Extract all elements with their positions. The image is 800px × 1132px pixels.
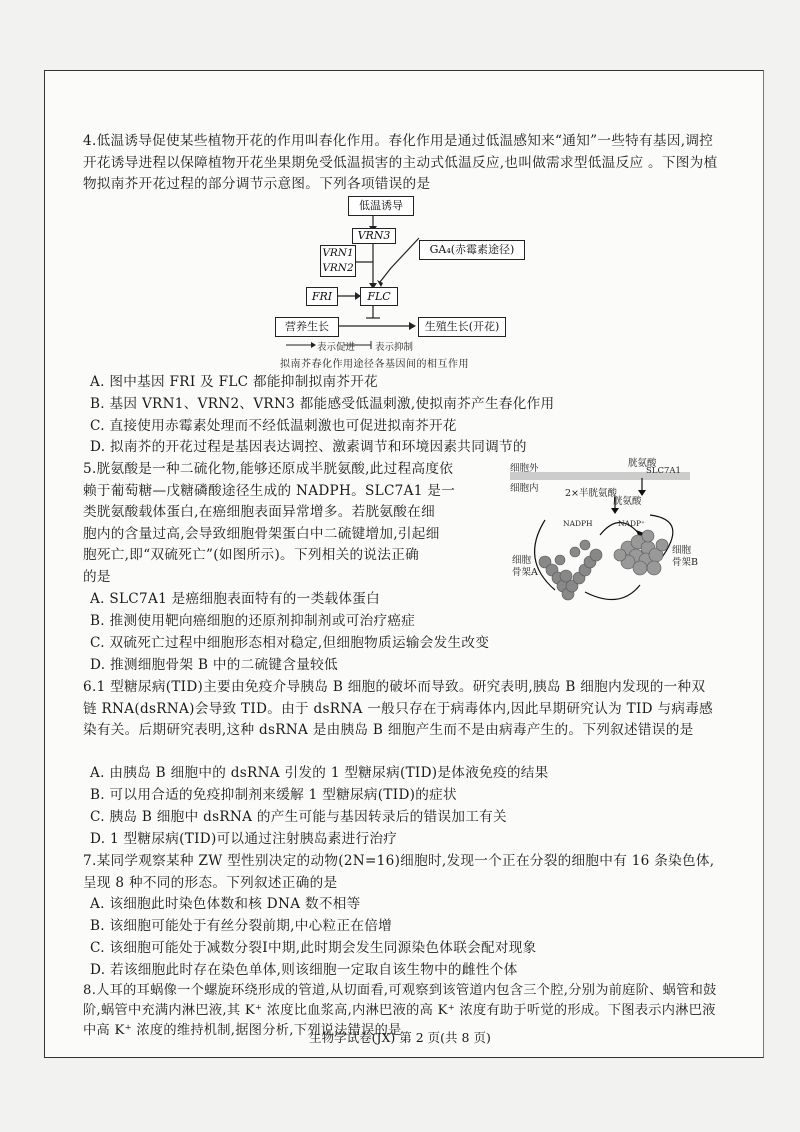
skeleton-a-label: [512, 555, 538, 579]
diagram-caption: 拟南芥春化作用途径各基因间的相互作用: [280, 359, 469, 370]
q4-option-b: B. 基因 VRN1、VRN2、VRN3 都能感受低温刺激,使拟南芥产生春化作用: [90, 396, 555, 412]
skeleton-b-label: [672, 545, 698, 569]
skeleton-b-label-line: 骨架B: [672, 557, 698, 568]
q5-option-a: A. SLC7A1 是癌细胞表面特有的一类载体蛋白: [90, 591, 381, 607]
q5-option-d: D. 推测细胞骨架 B 中的二硫键含量较低: [90, 657, 338, 673]
q6-stem: 6.1 型糖尿病(TID)主要由免疫介导胰岛 B 细胞的破坏而导致。研究表明,胰岛 B 细胞内发现的一种双链 RNA(dsRNA)会导致 TID。由于 dsRNA 一般只存在于病毒体内,因此早期研究认为 TID 与病毒感染有关。后期研究表明,这种 dsRNA 是由胰岛 B 细胞产生而不是由病毒产生的。下列叙述错误的是: [83, 679, 714, 739]
vegetative-box: 营养生长: [275, 317, 339, 337]
q8-stem: 8.人耳的耳蜗像一个螺旋环绕形成的管道,从切面看,可观察到该管道内包含三个腔,分别为前庭阶、蜗管和鼓阶,蜗管中充满内淋巴液,其 K⁺ 浓度比血浆高,内淋巴液的高 K⁺ 浓度有助于听觉的形成。下图表示内淋巴液中高 K⁺ 浓度的维持机制,据图分析,下列说法错误的是: [83, 983, 717, 1038]
legend-inhibit: 表示抑制: [375, 342, 414, 353]
q7-option-a: A. 该细胞此时染色体数和核 DNA 数不相等: [90, 896, 361, 912]
inside-label: 细胞内: [510, 483, 539, 494]
q4-option-c: C. 直接使用赤霉素处理而不经低温刺激也可促进拟南芥开花: [90, 418, 457, 434]
q4-option-d: D. 拟南芥的开花过程是基因表达调控、激素调节和环境因素共同调节的: [90, 439, 527, 455]
q7-option-b: B. 该细胞可能处于有丝分裂前期,中心粒正在倍增: [90, 918, 393, 934]
q5-option-c: C. 双硫死亡过程中细胞形态相对稳定,但细胞物质运输会发生改变: [90, 635, 490, 651]
q6-option-c: C. 胰岛 B 细胞中 dsRNA 的产生可能与基因转录后的错误加工有关: [90, 809, 507, 825]
q6-option-b: B. 可以用合适的免疫抑制剂来缓解 1 型糖尿病(TID)的症状: [90, 787, 457, 803]
half-cystine-label: 2×半胱氨酸: [565, 488, 618, 499]
q5-stem-line: 的是: [83, 568, 111, 585]
cystine-in-label: 胱氨酸: [613, 496, 642, 507]
fri-box: FRI: [306, 287, 338, 306]
nadp-label: NADP⁺: [618, 519, 645, 528]
skeleton-a-label-line: 细胞: [512, 555, 532, 566]
cystine-out-label: 胱氨酸: [628, 458, 657, 469]
ga-box: GA₄(赤霉素途径): [419, 240, 525, 260]
q4-stem: 4.低温诱导促使某些植物开花的作用叫春化作用。春化作用是通过低温感知来“通知”一些特有基因,调控开花诱导进程以保障植物开花坐果期免受低温损害的主动式低温反应,也叫做需求型低温反应 。下图为植物拟南芥开花过程的部分调节示意图。下列各项错误的是: [83, 133, 718, 193]
outside-label: 细胞外: [510, 463, 539, 474]
q6-option-a: A. 由胰岛 B 细胞中的 dsRNA 引发的 1 型糖尿病(TID)是体液免疫的结果: [90, 765, 549, 781]
q5-stem-line: 赖于葡萄糖—戊糖磷酸途径生成的 NADPH。SLC7A1 是一: [83, 482, 456, 499]
vrn3-box: VRN3: [352, 228, 396, 244]
legend-promote: 表示促进: [317, 342, 356, 353]
low-temp-box: 低温诱导: [348, 196, 414, 216]
skeleton-b-label-line: 细胞: [672, 545, 692, 556]
q7-option-d: D. 若该细胞此时存在染色单体,则该细胞一定取自该生物中的雌性个体: [90, 962, 518, 978]
q5-stem-line: 胞内的含量过高,会导致细胞骨架蛋白中二硫键增加,引起细: [83, 525, 440, 542]
q5-stem-line: 胞死亡,即“双硫死亡”(如图所示)。下列相关的说法正确: [83, 547, 419, 564]
q5-stem-line: 5.胱氨酸是一种二硫化物,能够还原成半胱氨酸,此过程高度依: [83, 461, 454, 477]
q5-option-b: B. 推测使用靶向癌细胞的还原剂抑制剂或可治疗癌症: [90, 613, 416, 629]
nadph-label: NADPH: [563, 519, 593, 528]
reproductive-box: 生殖生长(开花): [418, 317, 506, 337]
slc7a1-label: SLC7A1: [646, 466, 681, 476]
skeleton-a-label-line: 骨架A: [512, 567, 538, 578]
q4-option-a: A. 图中基因 FRI 及 FLC 都能抑制拟南芥开花: [90, 374, 379, 390]
vrn2-label: VRN2: [322, 262, 354, 274]
q6-option-d: D. 1 型糖尿病(TID)可以通过注射胰岛素进行治疗: [90, 831, 398, 847]
q7-stem: 7.某同学观察某种 ZW 型性别决定的动物(2N=16)细胞时,发现一个正在分裂的细胞中有 16 条染色体,呈现 8 种不同的形态。下列叙述正确的是: [83, 853, 715, 891]
q7-option-c: C. 该细胞可能处于减数分裂Ⅰ中期,此时期会发生同源染色体联会配对现象: [90, 940, 537, 956]
q5-stem-line: 类胱氨酸载体蛋白,在癌细胞表面异常增多。若胱氨酸在细: [83, 504, 435, 521]
page-footer: 生物学试卷(JX) 第 2 页(共 8 页): [309, 1030, 491, 1045]
skeleton-b: [614, 530, 668, 575]
vrn1-label: VRN1: [322, 247, 354, 259]
flc-box: FLC: [360, 287, 398, 306]
